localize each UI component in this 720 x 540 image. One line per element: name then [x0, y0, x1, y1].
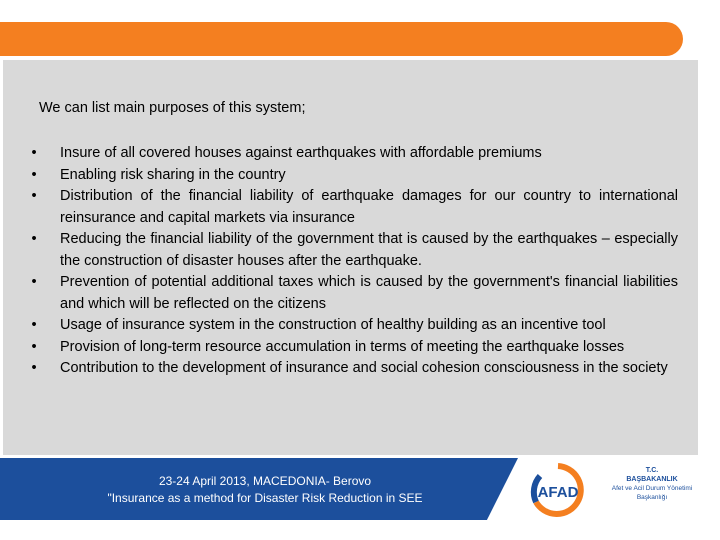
- bullet-icon: •: [31, 166, 37, 183]
- header-accent-bar: [0, 22, 683, 56]
- list-item-text: Reducing the financial liability of the government that is caused by the earthquakes – especially the construction of disaster houses after the earthquake.: [60, 231, 678, 269]
- list-item: [28, 315, 678, 337]
- bullet-icon: •: [31, 145, 37, 161]
- footer-event-title: "Insurance as a method for Disaster Risk Reduction in SEE: [107, 491, 423, 505]
- list-item: [28, 186, 678, 229]
- list-item-text: Contribution to the development of insurance and social cohesion consciousness in the society: [60, 360, 668, 376]
- list-item-text: Enabling risk sharing in the country: [60, 166, 286, 183]
- ministry-label: [597, 466, 707, 502]
- tc-text: T.C.: [645, 467, 659, 474]
- footer-caption: [90, 473, 440, 507]
- list-item-text: Insure of all covered houses against earthquakes with affordable premiums: [60, 145, 542, 161]
- list-item: [28, 272, 678, 315]
- bullet-icon: •: [31, 188, 37, 204]
- list-item: [28, 229, 678, 272]
- intro-text: We can list main purposes of this system;: [39, 100, 306, 116]
- footer-date-location: 23-24 April 2013, MACEDONIA- Berovo: [158, 474, 372, 488]
- org-sub-text: Afet ve Acil Durum Yönetimi Başkanlığı: [611, 485, 693, 501]
- bullet-icon: •: [31, 338, 37, 355]
- footer: [0, 458, 720, 522]
- list-item: [28, 337, 678, 359]
- purpose-list: [28, 143, 678, 380]
- list-item-text: Prevention of potential additional taxes which is caused by the government's financial liabilities and which will be reflected on the citizens: [60, 274, 678, 312]
- afad-logo-text: AFAD: [537, 484, 579, 501]
- list-item-text: Distribution of the financial liability of earthquake damages for our country to international reinsurance and capital markets via insurance: [60, 188, 678, 226]
- list-item: [28, 165, 678, 187]
- list-item-text: Provision of long-term resource accumulation in terms of meeting the earthquake losses: [60, 338, 625, 355]
- bullet-icon: •: [31, 317, 37, 333]
- org-text: BAŞBAKANLIK: [626, 476, 678, 483]
- list-item-text: Usage of insurance system in the construction of healthy building as an incentive tool: [60, 317, 606, 333]
- bullet-icon: •: [31, 274, 37, 290]
- list-item: [28, 143, 678, 165]
- list-item: [28, 358, 678, 380]
- bullet-icon: •: [31, 231, 37, 247]
- bullet-icon: •: [31, 360, 37, 376]
- afad-logo-icon: [526, 462, 590, 518]
